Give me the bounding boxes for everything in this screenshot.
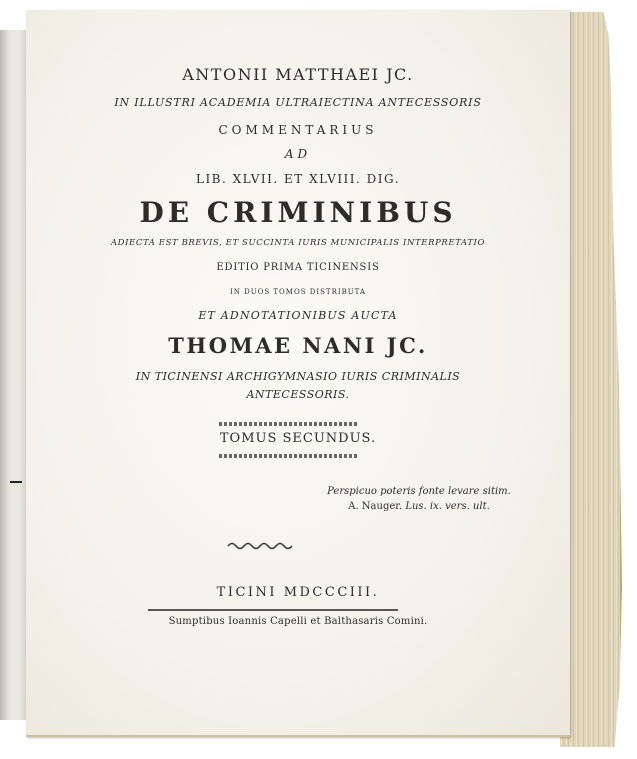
volumes-statement: IN DUOS TOMOS DISTRIBUTA xyxy=(230,288,366,296)
editor-name: THOMAE NANI JC. xyxy=(168,333,428,358)
ornament-flourish xyxy=(226,540,296,552)
imprint-publishers: Sumptibus Ioannis Capelli et Balthasaris Comini. xyxy=(168,616,428,627)
editor-affiliation-line-2: ANTECESSORIS. xyxy=(246,388,350,401)
subtitle-adiecta: ADIECTA EST BREVIS, ET SUCCINTA IURIS MUNICIPALIS INTERPRETATIO xyxy=(110,238,486,248)
title-page xyxy=(26,10,570,737)
edition-statement: EDITIO PRIMA TICINENSIS xyxy=(216,262,380,273)
editor-affiliation-line-1: IN TICINENSI ARCHIGYMNASIO IURIS CRIMINALIS xyxy=(135,370,461,383)
imprint-rule xyxy=(148,609,398,611)
annotation-statement: ET ADNOTATIONIBUS AUCTA xyxy=(198,309,398,322)
ornamental-rule-top xyxy=(219,422,359,426)
imprint-place-date: TICINI MDCCCIII. xyxy=(216,585,380,600)
volume-label: TOMUS SECUNDUS. xyxy=(219,431,377,446)
digest-books: LIB. XLVII. ET XLVIII. DIG. xyxy=(195,172,401,186)
epigraph-reference: Lus. ix. vers. ult. xyxy=(405,501,490,512)
author-name: ANTONII MATTHAEI JC. xyxy=(182,65,414,84)
margin-mark xyxy=(10,481,22,483)
adjacent-page-edge xyxy=(0,30,27,720)
main-title: DE CRIMINIBUS xyxy=(139,196,457,229)
author-affiliation: IN ILLUSTRI ACADEMIA ULTRAIECTINA ANTECESSORIS xyxy=(114,96,482,109)
preposition-ad: AD xyxy=(284,147,312,161)
epigraph-verse: Perspicuo poteris fonte levare sitim. xyxy=(327,486,511,497)
ornamental-rule-bottom xyxy=(219,454,359,458)
epigraph-source xyxy=(284,501,554,512)
work-type: COMMENTARIUS xyxy=(218,123,378,137)
epigraph-author: A. Nauger. xyxy=(348,501,403,512)
